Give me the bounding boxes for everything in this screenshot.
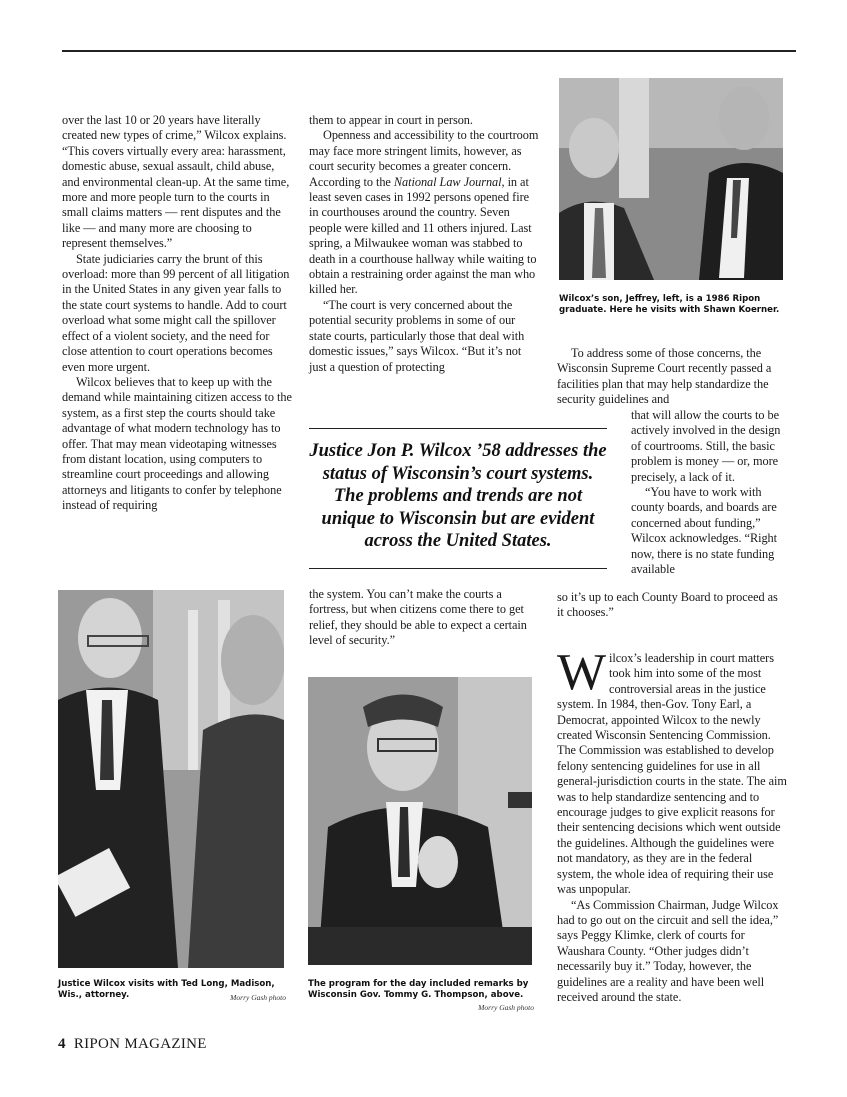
page-footer xyxy=(58,1036,207,1053)
col3-paragraph-4: “As Commission Chairman, Judge Wilcox had to go out on the circuit and sell the idea,” says Peggy Klimke, clerk of courts for Waushara County. “Other judges didn’t necessarily buy it.” Today, however, the guidelines are a reality and have been well received around the state. xyxy=(557,897,779,1004)
col3-paragraph-1a: To address some of those concerns, the Wisconsin Supreme Court recently passed a facilities plan that may help standardize the security guidelines and xyxy=(557,346,772,407)
photo-wilcox-and-ted-long xyxy=(58,590,284,968)
column-3-continued xyxy=(557,590,787,621)
page-number: 4 xyxy=(58,1036,66,1052)
col1-paragraph-3: Wilcox believes that to keep up with the demand while maintaining citizen access to the system, as a first step the courts should take advantage of what modern technology has to offer. That may mean videotaping witnesses from distant location, using computers to streamline court proceedings and allowing attorneys and litigants to confer by telephone instead of requiring xyxy=(62,374,292,513)
photo-credit-middle: Morry Gash photo xyxy=(478,1002,534,1012)
col2-paragraph-3: “The court is very concerned about the potential security problems in some of our state courts, particularly those that deal with domestic issues,” says Wilcox. “But it’s not just a question of protecting xyxy=(309,297,525,374)
caption-bottom-middle: The program for the day included remarks by Wisconsin Gov. Tommy G. Thompson, above. Morry Gash photo xyxy=(308,979,534,1012)
pullquote-rule-top xyxy=(309,428,607,429)
caption-top-right: Wilcox’s son, Jeffrey, left, is a 1986 Ripon graduate. Here he visits with Shawn Koerner. xyxy=(559,294,780,316)
publication-name: National Law Journal xyxy=(393,174,502,189)
top-rule xyxy=(62,50,796,52)
pull-quote: Justice Jon P. Wilcox ’58 addresses the status of Wisconsin’s court systems. The problems and trends are not unique to Wisconsin but are evident across the United States. xyxy=(309,441,607,551)
drop-cap: W xyxy=(557,644,607,701)
col3-paragraph-1b: that will allow the courts to be actively involved in the design of courtrooms. Still, the basic problem is money — or, more precisely, a lack of it. xyxy=(631,408,781,484)
column-1 xyxy=(62,113,294,514)
col2-paragraph-2: Openness and accessibility to the courtroom may face more stringent limits, however, as court security becomes a greater concern. According to the National Law Journal, in at least seven cases in 1992 persons opened fire in courthouses around the country. Seven people were killed and 11 others injured. Last spring, a Milwaukee woman was stabbed to death in a courthouse hallway while waiting to obtain a restraining order against the man who killed her. xyxy=(309,128,539,297)
col1-paragraph-1: over the last 10 or 20 years have literally created new types of crime,” Wilcox explains. “This covers virtually every area: harassment, domestic abuse, sexual assault, child abuse, and environmental clean-up. At the same time, more and more people turn to the courts in small claims matters — rent disputes and the like — and many more are choosing to represent themselves.” xyxy=(62,113,290,251)
col1-paragraph-2: State judiciaries carry the brunt of this overload: more than 99 percent of all litigation in the United States in any given year falls to the state court systems to handle. Add to court overload what some might call the spillover effect of a violent society, and the need for close attention to court operations becomes even more urgent. xyxy=(62,251,290,374)
col3-paragraph-2-end: so it’s up to each County Board to proceed as it chooses.” xyxy=(557,590,778,620)
pullquote-rule-bottom xyxy=(309,568,607,569)
photo-governor-thompson xyxy=(308,677,532,965)
column-2-continued xyxy=(309,587,539,649)
col3-paragraph-3: Wilcox’s leadership in court matters took him into some of the most controversial areas in the justice system. In 1984, then-Gov. Tony Earl, a Democrat, appointed Wilcox to the newly created Wisconsin Sentencing Commission. The Commission was established to develop felony sentencing guidelines for use in all general-jurisdiction courts in the state. The aim was to help standardize sentencing and to encourage judges to give explicit reasons for their sentencing decisions which went outside the guidelines. Although the guidelines were not mandatory, as they are in the federal system, the whole idea of requiring their use was unpopular. xyxy=(557,644,787,897)
column-3-top xyxy=(557,346,787,408)
col3-paragraph-2: “You have to work with county boards, and boards are concerned about funding,” Wilcox acknowledges. “Right now, there is no state funding available xyxy=(631,485,778,577)
column-3-lower xyxy=(557,644,789,1005)
photo-credit-left: Morry Gash photo xyxy=(230,993,286,1003)
magazine-name: RIPON MAGAZINE xyxy=(73,1036,207,1052)
column-3-narrow xyxy=(631,408,787,577)
photo-jeffrey-and-shawn xyxy=(559,78,783,280)
col2-paragraph-1: them to appear in court in person. xyxy=(309,113,473,127)
col2-paragraph-4: the system. You can’t make the courts a fortress, but when citizens come there to get relief, they should be able to expect a certain level of security.” xyxy=(309,587,527,648)
column-2 xyxy=(309,113,539,375)
caption-bottom-left: Justice Wilcox visits with Ted Long, Madison, Wis., attorney. Morry Gash photo xyxy=(58,979,286,1003)
